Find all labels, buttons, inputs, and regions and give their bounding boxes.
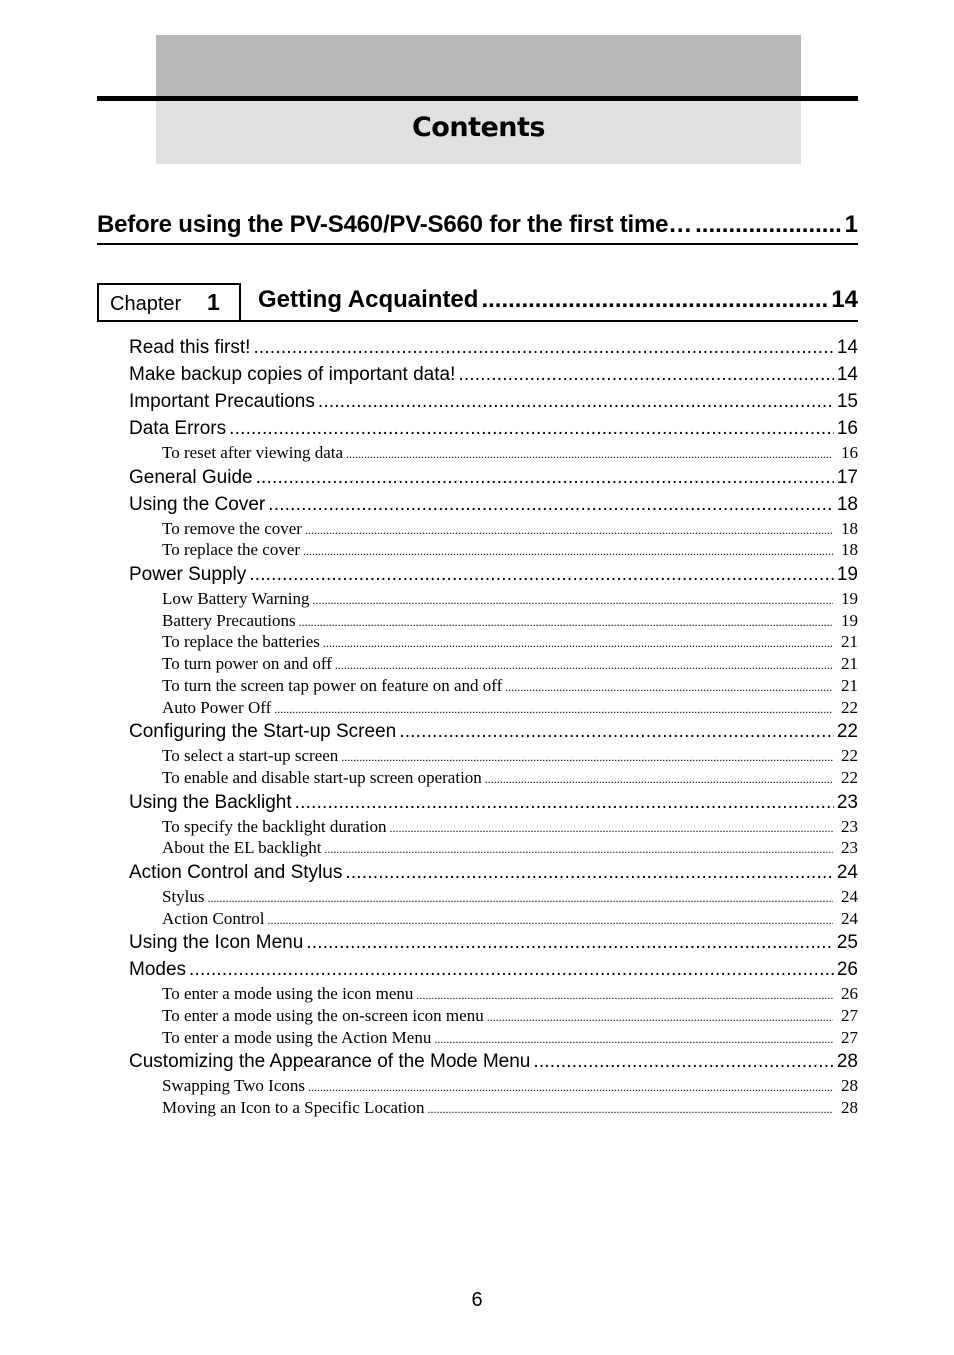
toc-entry-page: 24 <box>841 886 858 906</box>
leader-dots <box>256 464 834 491</box>
leader-dots <box>267 910 833 932</box>
toc-entry-title: To enter a mode using the icon menu <box>162 984 414 1004</box>
toc-subentry[interactable] <box>129 631 858 653</box>
toc-entry[interactable] <box>129 415 858 442</box>
toc-entry-page: 23 <box>841 816 858 836</box>
toc-entry[interactable] <box>129 361 858 388</box>
page-title: Contents <box>411 112 545 143</box>
toc-subentry[interactable] <box>129 588 858 610</box>
leader-dots <box>299 612 833 634</box>
toc-entry-page: 22 <box>841 767 858 787</box>
toc-entry-page: 22 <box>836 721 858 743</box>
leader-dots <box>303 541 833 563</box>
toc-subentry[interactable] <box>129 816 858 838</box>
toc-entry-page: 14 <box>836 364 858 385</box>
toc-entry-page: 28 <box>841 1076 858 1096</box>
leader-dots <box>313 590 833 612</box>
leader-dots <box>434 1029 833 1051</box>
toc-subentry[interactable] <box>129 983 858 1005</box>
toc-entry-page: 22 <box>841 697 858 717</box>
leader-dots <box>487 1007 833 1029</box>
leader-dots <box>695 211 842 239</box>
toc-subentry[interactable] <box>129 610 858 632</box>
toc-entry-title: Stylus <box>162 886 205 906</box>
toc-entry-page: 23 <box>841 838 858 858</box>
leader-dots <box>189 956 834 983</box>
leader-dots <box>268 491 834 518</box>
toc-entry-title: Swapping Two Icons <box>162 1076 305 1096</box>
toc-entry-page: 18 <box>841 540 858 560</box>
toc-entry[interactable] <box>129 561 858 588</box>
leader-dots <box>505 677 833 699</box>
leader-dots <box>416 985 833 1007</box>
leader-dots <box>323 633 833 655</box>
toc-entry-page: 24 <box>841 908 858 928</box>
leader-dots <box>208 888 833 910</box>
toc-entry-title: Action Control <box>162 908 265 928</box>
toc-entry[interactable] <box>129 491 858 518</box>
leader-dots <box>341 747 833 769</box>
toc-entry-title: Configuring the Start-up Screen <box>129 721 397 743</box>
intro-entry-title: Before using the PV-S460/PV-S660 for the first time… <box>97 211 693 238</box>
toc-entry-page: 14 <box>836 337 858 358</box>
toc-entry-page: 25 <box>836 932 858 954</box>
leader-dots <box>335 655 833 677</box>
toc-entry-page: 19 <box>841 589 858 609</box>
toc-entry-page: 27 <box>841 1027 858 1047</box>
toc-entry-title: To turn power on and off <box>162 654 332 674</box>
chapter-page: 14 <box>831 286 858 313</box>
chapter-box <box>97 283 241 320</box>
toc-list <box>129 334 858 1119</box>
toc-subentry[interactable] <box>129 837 858 859</box>
toc-subentry[interactable] <box>129 767 858 789</box>
leader-dots <box>249 561 834 588</box>
intro-entry-page: 1 <box>844 211 858 238</box>
leader-dots <box>533 1048 834 1075</box>
toc-entry-page: 28 <box>841 1098 858 1118</box>
toc-entry-title: General Guide <box>129 466 253 488</box>
leader-dots <box>253 334 833 361</box>
header-band-top <box>156 35 801 97</box>
toc-entry-page: 26 <box>836 959 858 981</box>
toc-entry[interactable] <box>129 956 858 983</box>
leader-dots <box>318 388 834 415</box>
toc-entry[interactable] <box>129 334 858 361</box>
chapter-heading <box>97 283 858 322</box>
toc-entry-title: Action Control and Stylus <box>129 861 343 883</box>
toc-entry-page: 18 <box>836 493 858 515</box>
toc-subentry[interactable] <box>129 697 858 719</box>
leader-dots <box>274 699 833 721</box>
leader-dots <box>458 361 834 388</box>
toc-entry[interactable] <box>129 1048 858 1075</box>
toc-entry-page: 16 <box>841 443 858 462</box>
chapter-title: Getting Acquainted <box>258 286 479 313</box>
toc-entry-page: 28 <box>836 1051 858 1073</box>
toc-entry-page: 22 <box>841 746 858 766</box>
leader-dots <box>306 929 834 956</box>
leader-dots <box>389 818 833 840</box>
chapter-label: Chapter <box>110 293 182 315</box>
toc-entry-page: 24 <box>836 861 858 883</box>
toc-entry-page: 18 <box>841 518 858 538</box>
chapter-entry[interactable] <box>258 286 858 314</box>
toc-entry-title: Using the Backlight <box>129 791 292 813</box>
toc-entry-title: To turn the screen tap power on feature on and off <box>162 675 503 695</box>
toc-subentry[interactable] <box>129 518 858 540</box>
toc-entry[interactable] <box>129 929 858 956</box>
toc-entry-page: 27 <box>841 1006 858 1025</box>
toc-entry-page: 16 <box>836 418 858 439</box>
toc-entry-title: To replace the cover <box>162 540 301 560</box>
toc-entry-page: 26 <box>841 984 858 1004</box>
toc-entry-title: Using the Cover <box>129 493 266 515</box>
toc-entry-title: About the EL backlight <box>162 838 322 858</box>
leader-dots <box>324 839 833 861</box>
toc-entry-title: Battery Precautions <box>162 610 296 630</box>
leader-dots <box>346 444 833 466</box>
toc-subentry[interactable] <box>129 675 858 697</box>
toc-subentry[interactable] <box>129 653 858 675</box>
leader-dots <box>399 718 834 745</box>
toc-entry-title: Using the Icon Menu <box>129 932 304 954</box>
toc-subentry[interactable] <box>129 442 858 464</box>
toc-entry[interactable] <box>129 464 858 491</box>
toc-entry-page: 19 <box>836 564 858 586</box>
toc-entry-title: To reset after viewing data <box>162 443 344 462</box>
toc-entry-title: To specify the backlight duration <box>162 816 387 836</box>
toc-entry-title: Low Battery Warning <box>162 589 310 609</box>
leader-dots <box>305 520 833 542</box>
toc-subentry[interactable] <box>129 1075 858 1097</box>
chapter-number: 1 <box>207 289 220 315</box>
page-number: 6 <box>471 1289 483 1311</box>
toc-entry-title: To enter a mode using the Action Menu <box>162 1027 432 1047</box>
toc-entry-title: To remove the cover <box>162 518 302 538</box>
toc-entry-title: To select a start-up screen <box>162 746 339 766</box>
leader-dots <box>427 1099 833 1121</box>
leader-dots <box>229 415 834 442</box>
toc-entry-page: 19 <box>841 610 858 630</box>
toc-entry-page: 21 <box>841 675 858 695</box>
toc-subentry[interactable] <box>129 908 858 930</box>
leader-dots <box>485 769 833 791</box>
leader-dots <box>295 789 834 816</box>
toc-entry-title: Data Errors <box>129 418 227 439</box>
toc-subentry[interactable] <box>129 539 858 561</box>
toc-entry-title: Moving an Icon to a Specific Location <box>162 1098 425 1118</box>
toc-entry-title: Auto Power Off <box>162 697 272 717</box>
toc-entry-page: 23 <box>836 791 858 813</box>
leader-dots <box>481 286 828 314</box>
toc-subentry[interactable] <box>129 886 858 908</box>
toc-entry-title: Important Precautions <box>129 391 315 412</box>
toc-entry-title: Power Supply <box>129 564 247 586</box>
toc-subentry[interactable] <box>129 1027 858 1049</box>
toc-entry-page: 15 <box>836 391 858 412</box>
toc-entry[interactable] <box>129 388 858 415</box>
toc-entry-page: 21 <box>841 654 858 674</box>
toc-entry[interactable] <box>129 859 858 886</box>
toc-subentry[interactable] <box>129 1097 858 1119</box>
intro-entry[interactable] <box>97 211 858 245</box>
toc-entry[interactable] <box>129 789 858 816</box>
toc-entry-page: 17 <box>836 466 858 488</box>
toc-entry-title: Read this first! <box>129 337 251 358</box>
toc-entry[interactable] <box>129 718 858 745</box>
toc-entry-title: To enable and disable start-up screen operation <box>162 767 482 787</box>
toc-subentry[interactable] <box>129 1005 858 1027</box>
toc-entry-title: Make backup copies of important data! <box>129 364 456 385</box>
leader-dots <box>345 859 834 886</box>
toc-entry-title: To replace the batteries <box>162 632 320 652</box>
toc-entry-title: To enter a mode using the on-screen icon menu <box>162 1006 484 1025</box>
leader-dots <box>308 1077 833 1099</box>
toc-entry-title: Customizing the Appearance of the Mode Menu <box>129 1051 531 1073</box>
toc-subentry[interactable] <box>129 745 858 767</box>
toc-entry-title: Modes <box>129 959 187 981</box>
toc-entry-page: 21 <box>841 632 858 652</box>
